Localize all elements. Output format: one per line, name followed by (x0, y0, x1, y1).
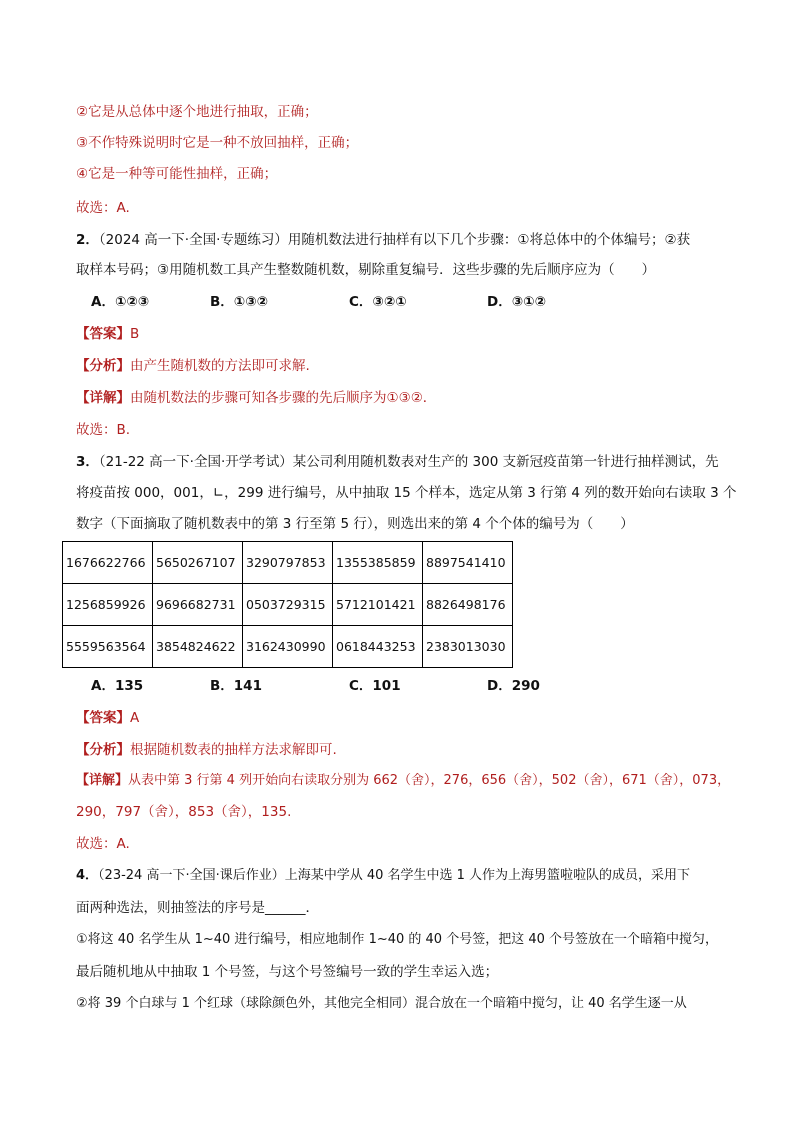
table-cell: 2383013030 (423, 626, 513, 668)
option-b: B．①③② (210, 294, 269, 310)
option-b: B．141 (210, 678, 262, 694)
answer-line (76, 324, 139, 344)
question-4-text-cont: 面两种选法，则抽签法的序号是______． (76, 900, 319, 916)
table-cell: 1676622766 (63, 542, 153, 584)
question-4-text (76, 866, 690, 886)
table-cell: 0503729315 (243, 584, 333, 626)
analysis-text: 由产生随机数的方法即可求解. (130, 358, 310, 374)
question-3-text-cont: 数字（下面摘取了随机数表中的第 3 行至第 5 行），则选出来的第 4 个个体的编号为（ ） (76, 516, 634, 532)
choose-line: 故选：B. (76, 422, 131, 438)
table-cell: 5559563564 (63, 626, 153, 668)
detail-text: 从表中第 3 行第 4 列开始向右读取分别为 662（舍），276，656（舍），502（舍），671（舍），073， (128, 773, 731, 788)
question-text: （21-22 高一下·全国·开学考试）某公司利用随机数表对生产的 300 支新冠疫苗第一针进行抽样测试，先 (98, 454, 719, 470)
option-a: A．①②③ (91, 294, 150, 310)
table-cell: 8897541410 (423, 542, 513, 584)
answer-tag: 【答案】 (76, 326, 130, 342)
solution-line-2: ②它是从总体中逐个地进行抽取，正确； (76, 104, 318, 120)
question-2-text (76, 230, 690, 250)
question-2-text-cont: 取样本号码；③用随机数工具产生整数随机数，剔除重复编号．这些步骤的先后顺序应为（ ） (76, 262, 656, 278)
table-row (63, 542, 513, 584)
choose-line: 故选：A. (76, 836, 130, 852)
table-cell: 3290797853 (243, 542, 333, 584)
question-text: （23-24 高一下·全国·课后作业）上海某中学从 40 名学生中选 1 人作为上海男篮啦啦队的成员，采用下 (98, 868, 691, 883)
option-c: C．101 (349, 678, 401, 694)
question-4-option-2: ②将 39 个白球与 1 个红球（球除颜色外，其他完全相同）混合放在一个暗箱中搅匀，让 40 名学生逐一从 (76, 996, 687, 1011)
question-number: 3． (76, 454, 99, 470)
detail-line-cont: 290，797（舍），853（舍），135. (76, 804, 292, 820)
table-cell: 3162430990 (243, 626, 333, 668)
table-cell: 9696682731 (153, 584, 243, 626)
analysis-tag: 【分析】 (76, 358, 130, 374)
random-number-table (62, 541, 513, 668)
table-cell: 1256859926 (63, 584, 153, 626)
detail-line (76, 771, 730, 791)
table-cell: 5650267107 (153, 542, 243, 584)
option-c: C．③②① (349, 294, 407, 310)
question-3-text (76, 452, 719, 472)
table-cell: 0618443253 (333, 626, 423, 668)
table-row (63, 584, 513, 626)
solution-line-3: ③不作特殊说明时它是一种不放回抽样，正确； (76, 135, 359, 151)
option-a: A．135 (91, 678, 144, 694)
table-cell: 8826498176 (423, 584, 513, 626)
choose-line: 故选：A. (76, 200, 130, 216)
detail-text: 由随机数法的步骤可知各步骤的先后顺序为①③②． (130, 390, 437, 406)
question-number: 2． (76, 232, 99, 248)
option-d: D．290 (487, 678, 540, 694)
table-row (63, 626, 513, 668)
table-cell: 5712101421 (333, 584, 423, 626)
question-4-option-1: ①将这 40 名学生从 1~40 进行编号，相应地制作 1~40 的 40 个号签，把这 40 个号签放在一个暗箱中搅匀， (76, 932, 719, 947)
answer-value: A (130, 710, 140, 726)
question-3-text-cont: 将疫苗按 000，001，∟，299 进行编号，从中抽取 15 个样本，选定从第 3 行第 4 列的数开始向右读取 3 个 (76, 485, 737, 501)
analysis-line (76, 356, 310, 376)
table-cell: 3854824622 (153, 626, 243, 668)
analysis-tag: 【分析】 (76, 742, 130, 758)
table-cell: 1355385859 (333, 542, 423, 584)
analysis-line (76, 740, 337, 760)
question-number: 4． (76, 868, 99, 883)
option-d: D．③①② (487, 294, 546, 310)
question-4-option-1-cont: 最后随机地从中抽取 1 个号签，与这个号签编号一致的学生幸运入选； (76, 964, 499, 980)
detail-line (76, 388, 436, 408)
answer-tag: 【答案】 (76, 710, 130, 726)
solution-line-4: ④它是一种等可能性抽样，正确； (76, 166, 278, 182)
answer-value: B (130, 326, 140, 342)
analysis-text: 根据随机数表的抽样方法求解即可. (130, 742, 337, 758)
question-text: （2024 高一下·全国·专题练习）用随机数法进行抽样有以下几个步骤：①将总体中的个体编号；②获 (98, 232, 691, 248)
detail-tag: 【详解】 (76, 390, 130, 406)
detail-tag: 【详解】 (76, 773, 129, 788)
answer-line (76, 708, 139, 728)
